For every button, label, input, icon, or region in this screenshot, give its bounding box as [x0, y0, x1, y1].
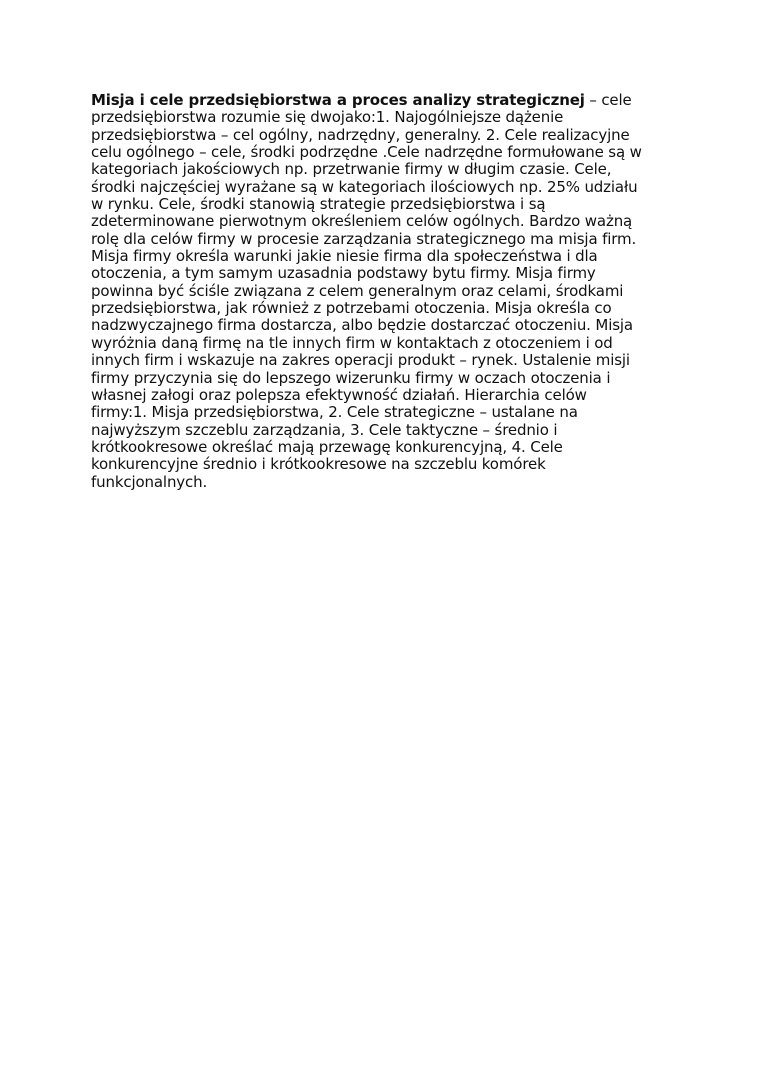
paragraph-line: kategoriach jakościowych np. przetrwanie firmy w długim czasie. Cele, — [91, 160, 612, 179]
paragraph-line: najwyższym szczeblu zarządzania, 3. Cele taktyczne – średnio i — [91, 420, 558, 439]
document-body — [91, 92, 681, 491]
paragraph-line: innych firm i wskazuje na zakres operacji produkt – rynek. Ustalenie misji — [91, 351, 630, 370]
paragraph-line: krótkookresowe określać mają przewagę konkurencyjną, 4. Cele — [91, 437, 563, 456]
paragraph-line: zdeterminowane pierwotnym określeniem celów ogólnych. Bardzo ważną — [91, 212, 633, 231]
paragraph-line: firmy:1. Misja przedsiębiorstwa, 2. Cele strategiczne – ustalane na — [91, 403, 578, 422]
paragraph-line: konkurencyjne średnio i krótkookresowe na szczeblu komórek — [91, 455, 546, 474]
paragraph-line: własnej załogi oraz polepsza efektywność działań. Hierarchia celów — [91, 385, 587, 404]
paragraph-line: w rynku. Cele, środki stanowią strategie przedsiębiorstwa i są — [91, 195, 546, 214]
paragraph-line: otoczenia, a tym samym uzasadnia podstawy bytu firmy. Misja firmy — [91, 264, 596, 283]
paragraph-line: wyróżnia daną firmę na tle innych firm w kontaktach z otoczeniem i od — [91, 333, 613, 352]
paragraph-line-text: – cele — [584, 91, 632, 109]
paragraph-line: przedsiębiorstwa – cel ogólny, nadrzędny, generalny. 2. Cele realizacyjne — [91, 125, 630, 144]
paragraph-line: Misja firmy określa warunki jakie niesie firma dla społeczeństwa i dla — [91, 247, 598, 266]
paragraph-line: rolę dla celów firmy w procesie zarządzania strategicznego ma misja firm. — [91, 229, 637, 248]
paragraph-line-1 — [91, 92, 681, 109]
paragraph-line: firmy przyczynia się do lepszego wizerunku firmy w oczach otoczenia i — [91, 368, 611, 387]
paragraph-line: funkcjonalnych. — [91, 472, 208, 491]
paragraph-line: środki najczęściej wyrażane są w kategoriach ilościowych np. 25% udziału — [91, 177, 638, 196]
paragraph-line: przedsiębiorstwa rozumie się dwojako:1. Najogólniejsze dążenie — [91, 108, 564, 127]
paragraph-line: przedsiębiorstwa, jak również z potrzebami otoczenia. Misja określa co — [91, 299, 612, 318]
document-heading: Misja i cele przedsiębiorstwa a proces analizy strategicznej — [91, 91, 585, 109]
paragraph-line: powinna być ściśle związana z celem generalnym oraz celami, środkami — [91, 281, 624, 300]
paragraph-line: celu ogólnego – cele, środki podrzędne .Cele nadrzędne formułowane są w — [91, 143, 642, 162]
paragraph-line: nadzwyczajnego firma dostarcza, albo będzie dostarczać otoczeniu. Misja — [91, 316, 633, 335]
